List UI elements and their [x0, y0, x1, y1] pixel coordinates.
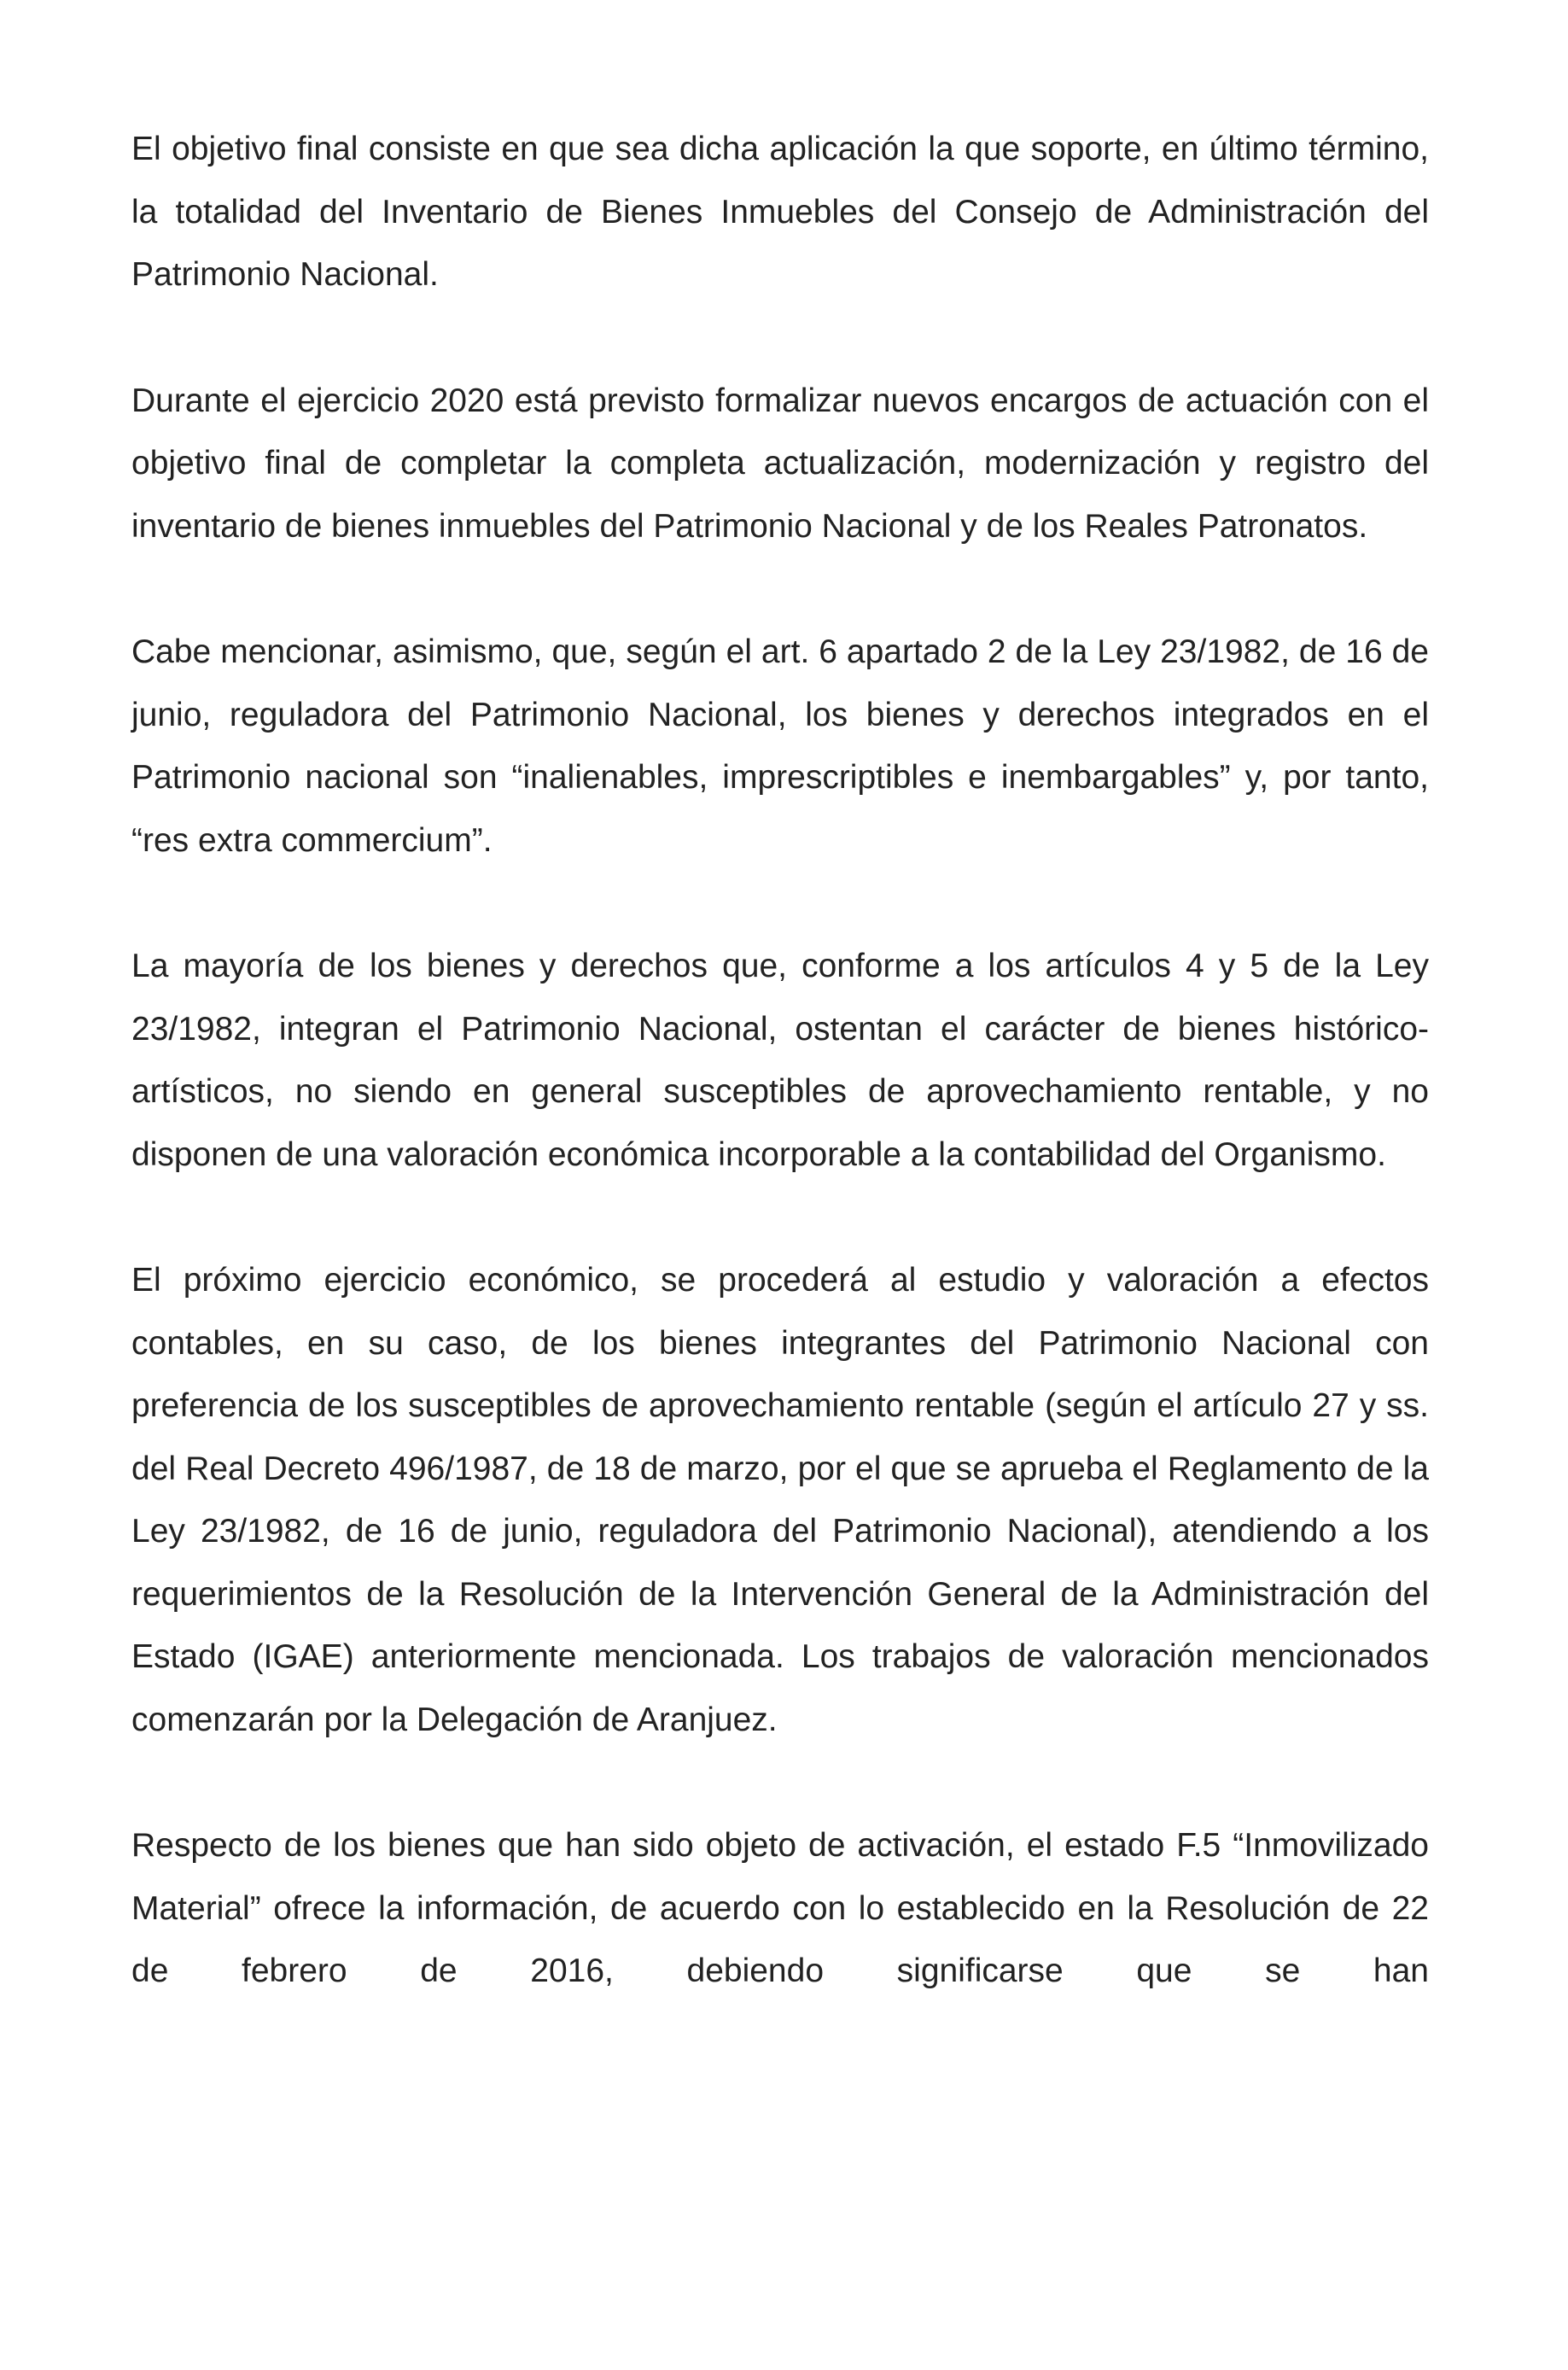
- paragraph-bienes-activacion: Respecto de los bienes que han sido objeto de activación, el estado F.5 “Inmovilizado Material” ofrece la información, de acuerdo con lo establecido en la Resolución de 22 de febrero de 2016, debiendo significarse que se han: [131, 1827, 1429, 1989]
- paragraph-ejercicio-2020: Durante el ejercicio 2020 está previsto formalizar nuevos encargos de actuación con el objetivo final de completar la completa actualización, modernización y registro del inventario de bienes inmuebles del Patrimonio Nacional y de los Reales Patronatos.: [131, 382, 1429, 545]
- document-body: [131, 118, 1429, 2003]
- paragraph-objetivo-final: El objetivo final consiste en que sea dicha aplicación la que soporte, en último término, la totalidad del Inventario de Bienes Inmuebles del Consejo de Administración del Patrimonio Nacional.: [131, 131, 1429, 293]
- paragraph-ley-23-1982: Cabe mencionar, asimismo, que, según el art. 6 apartado 2 de la Ley 23/1982, de 16 de junio, reguladora del Patrimonio Nacional, los bienes y derechos integrados en el Patrimonio nacional son “inalienables, imprescriptibles e inembargables” y, por tanto, “res extra commercium”.: [131, 633, 1429, 859]
- paragraph-proximo-ejercicio: El próximo ejercicio económico, se procederá al estudio y valoración a efectos contables, en su caso, de los bienes integrantes del Patrimonio Nacional con preferencia de los susceptibles de aprovechamiento rentable (según el artículo 27 y ss. del Real Decreto 496/1987, de 18 de marzo, por el que se aprueba el Reglamento de la Ley 23/1982, de 16 de junio, reguladora del Patrimonio Nacional), atendiendo a los requerimientos de la Resolución de la Intervención General de la Administración del Estado (IGAE) anteriormente mencionada. Los trabajos de valoración mencionados comenzarán por la Delegación de Aranjuez.: [131, 1262, 1429, 1738]
- paragraph-bienes-historico-artisticos: La mayoría de los bienes y derechos que, conforme a los artículos 4 y 5 de la Ley 23/1982, integran el Patrimonio Nacional, ostentan el carácter de bienes histórico-artísticos, no siendo en general susceptibles de aprovechamiento rentable, y no disponen de una valoración económica incorporable a la contabilidad del Organismo.: [131, 948, 1429, 1173]
